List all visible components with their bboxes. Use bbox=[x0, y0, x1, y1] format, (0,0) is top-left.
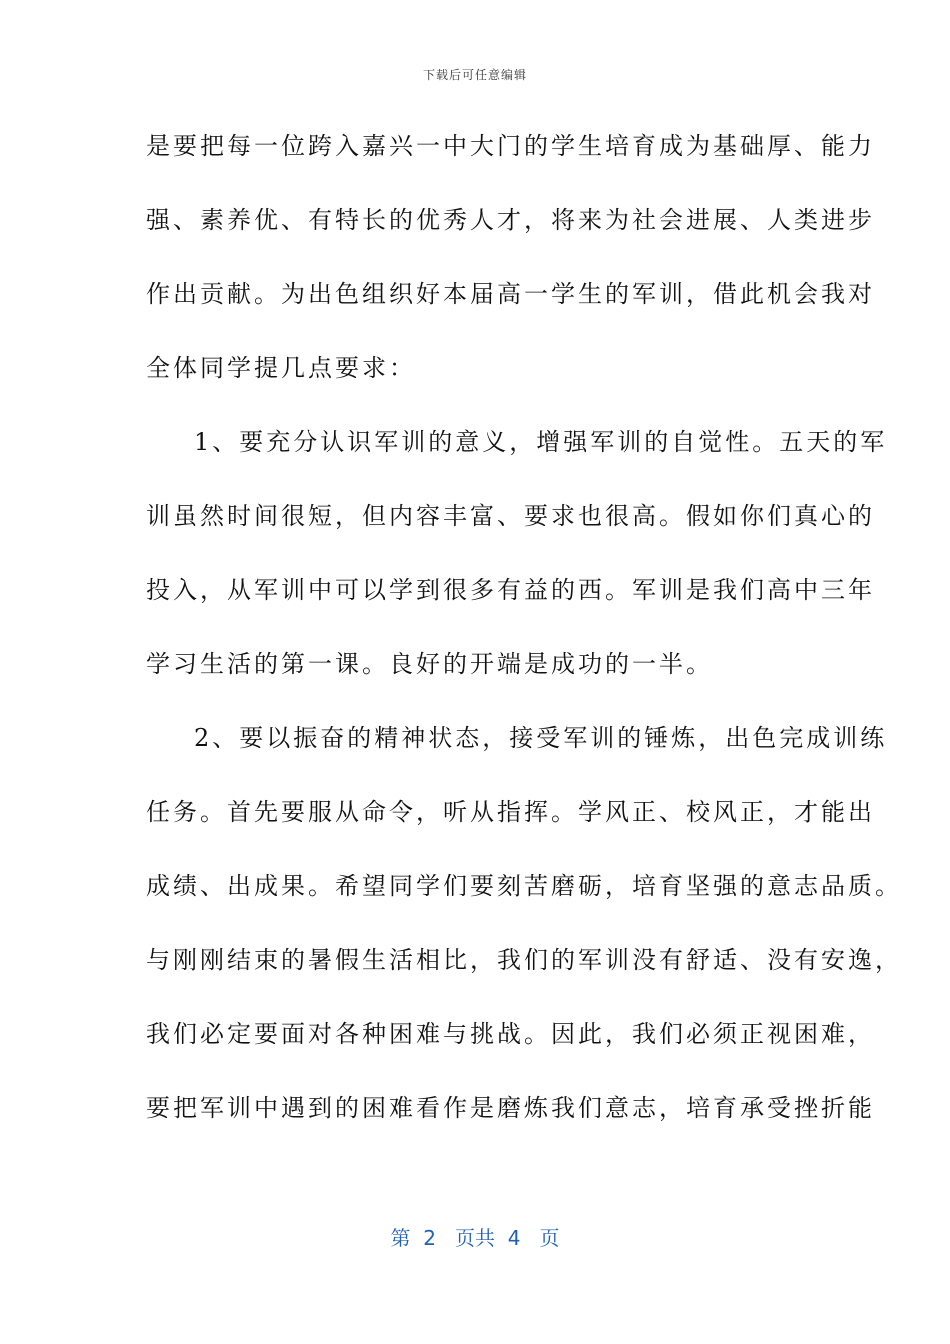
text-line: 我们必定要面对各种困难与挑战。因此，我们必须正视困难， bbox=[146, 1020, 875, 1048]
text-line: 成绩、出成果。希望同学们要刻苦磨砺，培育坚强的意志品质。 bbox=[146, 872, 902, 900]
header-note: 下载后可任意编辑 bbox=[422, 68, 527, 82]
text-line: 学习生活的第一课。良好的开端是成功的一半。 bbox=[146, 650, 713, 678]
text-line: 强、素养优、有特长的优秀人才，将来为社会进展、人类进步 bbox=[146, 206, 875, 234]
document-body bbox=[146, 124, 902, 1160]
text-line: 训虽然时间很短，但内容丰富、要求也很高。假如你们真心的 bbox=[146, 502, 875, 530]
paragraph-1-first-line: 1、要充分认识军训的意义，增强军训的自觉性。五天的军 bbox=[194, 428, 888, 456]
text-line: 投入，从军训中可以学到很多有益的西。军训是我们高中三年 bbox=[146, 576, 875, 604]
text-line: 是要把每一位跨入嘉兴一中大门的学生培育成为基础厚、能力 bbox=[146, 132, 875, 160]
text-line: 任务。首先要服从命令，听从指挥。学风正、校风正，才能出 bbox=[146, 798, 875, 826]
text-line: 与刚刚结束的暑假生活相比，我们的军训没有舒适、没有安逸， bbox=[146, 946, 902, 974]
text-line: 全体同学提几点要求： bbox=[146, 354, 416, 382]
paragraph-2-first-line: 2、要以振奋的精神状态，接受军训的锤炼，出色完成训练 bbox=[194, 724, 888, 752]
text-line: 作出贡献。为出色组织好本届高一学生的军训，借此机会我对 bbox=[146, 280, 875, 308]
text-line: 要把军训中遇到的困难看作是磨炼我们意志，培育承受挫折能 bbox=[146, 1094, 875, 1122]
page-number: 第 2 页共 4 页 bbox=[390, 1226, 560, 1250]
